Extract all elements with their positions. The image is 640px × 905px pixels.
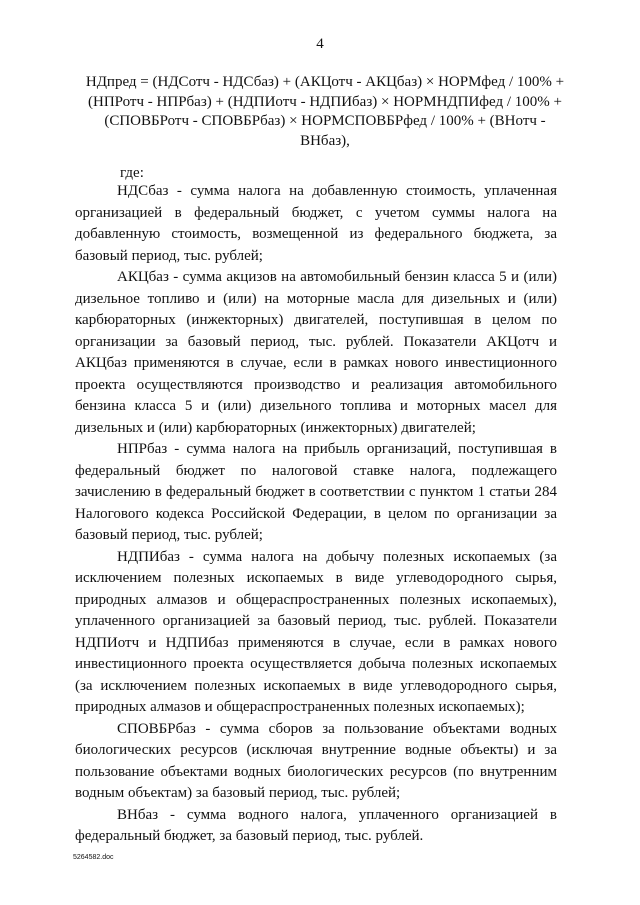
formula: НДпред = (НДСотч - НДСбаз) + (АКЦотч - АКЦбаз) × НОРМфед / 100% + (НПРотч - НПРбаз) + (НДПИотч - НДПИбаз) × НОРМНДПИфед / 100% + (СПОВБРотч - СПОВБРбаз) × НОРМСПОВБРфед / 100% + (ВНотч - ВНбаз), (85, 74, 565, 149)
definition-spovbrbaz: СПОВБРбаз - сумма сборов за пользование объектами водных биологических ресурсов (исключая внутренние водные объекты) и за пользование объектами водных биологических ресурсов (по внутренним водным объектам) за базовый период, тыс. рублей; (75, 720, 557, 801)
document-filename: 5264582.doc (73, 854, 114, 861)
where-label: где: (120, 165, 144, 181)
definition-akcbaz: АКЦбаз - сумма акцизов на автомобильный бензин класса 5 и (или) дизельное топливо и (или) на моторные масла для дизельных и (или) карбюраторных (инжекторных) двигателей, поступившая в целом по организации за базовый период, тыс. рублей. Показатели АКЦотч и АКЦбаз применяются в случае, если в рамках нового инвестиционного проекта осуществляются производство и реализация автомобильного бензина класса 5 и (или) дизельного топлива и моторных масел для дизельных и (или) карбюраторных (инжекторных) двигателей; (75, 269, 557, 436)
definition-vnbaz: ВНбаз - сумма водного налога, уплаченного организацией в федеральный бюджет, за базовый период, тыс. рублей. (75, 806, 557, 844)
definitions-list (75, 181, 557, 848)
definition-ndsbaz: НДСбаз - сумма налога на добавленную стоимость, уплаченная организацией в федеральный бюджет, с учетом суммы налога на добавленную стоимость, возмещенной из федерального бюджета, за базовый период, тыс. рублей; (75, 183, 557, 264)
definition-ndpibaz: НДПИбаз - сумма налога на добычу полезных ископаемых (за исключением полезных ископаемых в виде углеводородного сырья, природных алмазов и общераспространенных полезных ископаемых), уплаченного организацией за базовый период, тыс. рублей. Показатели НДПИотч и НДПИбаз применяются в случае, если в рамках нового инвестиционного проекта осуществляется добыча полезных ископаемых (за исключением полезных ископаемых в виде углеводородного сырья, природных алмазов и общераспространенных полезных ископаемых); (75, 548, 557, 715)
page-number: 4 (316, 36, 324, 52)
definition-nprbaz: НПРбаз - сумма налога на прибыль организаций, поступившая в федеральный бюджет по налоговой ставке налога, подлежащего зачислению в федеральный бюджет в соответствии с пунктом 1 статьи 284 Налогового кодекса Российской Федерации, в целом по организации за базовый период, тыс. рублей; (75, 441, 557, 543)
